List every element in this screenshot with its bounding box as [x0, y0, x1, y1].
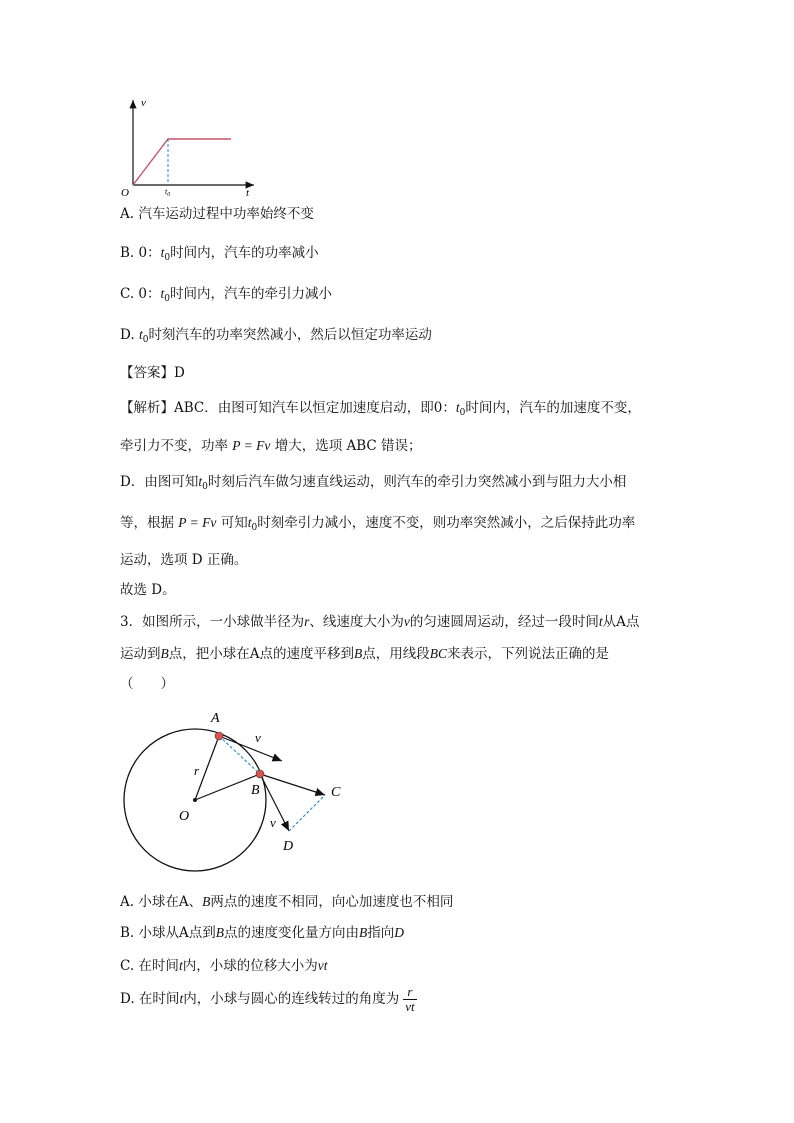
q2-analysis-4: 等，根据 P = Fv 可知$t_0$时刻牵引力减小，速度不变，则功率突然减小，之后保持此功率 [120, 515, 636, 533]
origin-label: O [121, 187, 129, 199]
label-O: O [179, 809, 190, 824]
v-axis-label: v [141, 97, 146, 109]
segment-DC [289, 795, 325, 831]
velocity-curve [133, 139, 231, 185]
fraction-r-over-vt: $\frac{r}{vt}$ [405, 984, 415, 1014]
label-r: r [194, 763, 200, 778]
q3-option-a: A. 小球在A、B两点的速度不相同，向心加速度也不相同 [120, 894, 454, 910]
center-O [193, 798, 197, 802]
q3-option-c: C. 在时间t内，小球的位移大小为vt [120, 958, 328, 974]
q2-option-a: A. 汽车运动过程中功率始终不变 [120, 206, 314, 222]
label-v1: v [255, 730, 261, 745]
vt-graph [118, 92, 268, 202]
q3-stem-2: 运动到B点，把小球在A点的速度平移到B点，用线段BC来表示，下列说法正确的是 [120, 646, 610, 662]
q3-option-d: D. 在时间t内，小球与圆心的连线转过的角度为 $\frac{r}{vt}$ [120, 984, 415, 1014]
chord-AB [219, 736, 260, 774]
q2-answer: 【答案】D [120, 365, 185, 381]
ball-A [215, 732, 223, 740]
t-axis-label: t [246, 187, 250, 199]
label-D: D [283, 839, 294, 854]
q2-option-d: D. $t_0$时刻汽车的功率突然减小，然后以恒定功率运动 [120, 327, 432, 345]
circle-figure [115, 704, 365, 879]
velocity-A [219, 736, 282, 761]
label-C: C [331, 785, 341, 800]
q2-option-b: B. 0：$t_0$时间内，汽车的功率减小 [120, 245, 319, 263]
q2-analysis-5: 运动，选项 D 正确。 [120, 552, 248, 568]
q3-stem-1: 3．如图所示，一小球做半径为r、线速度大小为v的匀速圆周运动，经过一段时间t从A点 [120, 614, 640, 630]
q3-stem-3: （ ） [120, 676, 174, 692]
q2-analysis-2: 牵引力不变，功率 P = Fv 增大，选项 ABC 错误； [120, 438, 422, 454]
q3-option-b: B. 小球从A点到B点的速度变化量方向由B指向D [120, 925, 405, 941]
label-B: B [251, 783, 260, 798]
q2-conclusion: 故选 D。 [120, 582, 176, 598]
q2-analysis-1: 【解析】ABC．由图可知汽车以恒定加速度启动，即0：$t_0$时间内，汽车的加速度不变， [120, 400, 641, 418]
ball-B [256, 770, 264, 778]
label-A: A [211, 711, 220, 726]
t0-label: $t_0$ [165, 187, 171, 198]
q2-analysis-3: D．由图可知$t_0$时刻后汽车做匀速直线运动，则汽车的牵引力突然减小到与阻力大小相 [120, 474, 627, 492]
label-v2: v [270, 815, 276, 830]
q2-option-c: C. 0：$t_0$时间内，汽车的牵引力减小 [120, 286, 333, 304]
